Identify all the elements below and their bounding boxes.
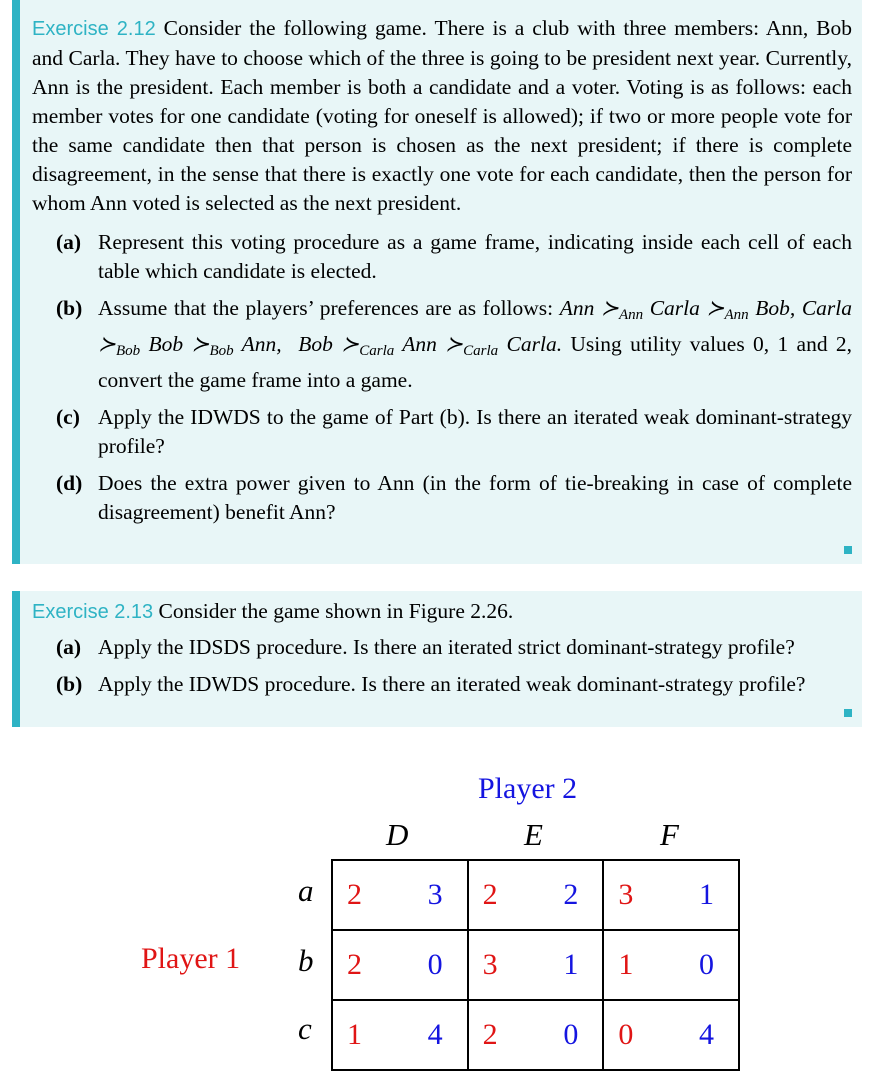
- payoff-cell-c-d: [332, 1000, 468, 1070]
- exercise-2-13-parts: [32, 633, 852, 699]
- part-text: Apply the IDWDS procedure. Is there an iterated weak dominant-strategy profile?: [98, 672, 806, 696]
- player-2-payoff: 2: [563, 878, 579, 911]
- player-1-payoff: 1: [618, 948, 634, 981]
- part-label: (c): [56, 405, 80, 429]
- part-label: (b): [56, 672, 83, 696]
- exercise-2-12-box: [12, 0, 862, 564]
- preference-carla: Bob $≻_{Carla}$ Ann $≻_{Carla}$ Carla.: [298, 332, 563, 359]
- column-head-d: D: [386, 817, 409, 852]
- player-1-payoff: 2: [347, 878, 362, 911]
- exercise-2-12-intro: [32, 14, 852, 218]
- preference-bob: Carla $≻_{Bob}$ Bob $≻_{Bob}$ Ann,: [98, 296, 853, 359]
- payoff-cell-a-e: [468, 860, 604, 930]
- payoff-cell-b-e: [468, 930, 604, 1000]
- part-label: (a): [56, 230, 82, 254]
- exercise-2-12-parts: [32, 228, 852, 527]
- part-text: Apply the IDSDS procedure. Is there an iterated strict dominant-strategy profile?: [98, 635, 795, 659]
- player-1-payoff: 2: [347, 948, 362, 981]
- exercise-2-13-part-b: [32, 670, 852, 699]
- player-1-payoff: 0: [618, 1018, 634, 1051]
- row-head-b: b: [298, 943, 314, 978]
- exercise-2-12-title: Exercise 2.12: [32, 18, 156, 40]
- player-2-payoff: 1: [563, 948, 579, 981]
- part-text-pre: Assume that the players’ preferences are as follows:: [98, 296, 554, 320]
- player-2-payoff: 1: [699, 878, 714, 911]
- player-1-payoff: 3: [618, 878, 634, 911]
- player-1-payoff: 1: [347, 1018, 362, 1051]
- column-head-e: E: [524, 817, 543, 852]
- payoff-cell-a-d: [332, 860, 468, 930]
- player-2-payoff: 0: [699, 948, 714, 981]
- preference-ann: Ann $≻_{Ann}$ Carla $≻_{Ann}$ Bob,: [559, 296, 796, 323]
- player-2-payoff: 0: [427, 948, 443, 981]
- part-label: (b): [56, 296, 83, 320]
- player-2-payoff: 4: [427, 1018, 443, 1051]
- part-text: Represent this voting procedure as a game frame, indicating inside each cell of each table which candidate is elected.: [98, 230, 852, 283]
- player-2-payoff: 4: [699, 1018, 714, 1051]
- player-1-payoff: 3: [482, 948, 498, 981]
- player-2-payoff: 0: [563, 1018, 579, 1051]
- exercise-2-12-part-a: [32, 228, 852, 286]
- part-label: (a): [56, 635, 82, 659]
- exercise-2-12-part-d: [32, 469, 852, 527]
- part-text: Apply the IDWDS to the game of Part (b). Is there an iterated weak dominant-strategy profile?: [98, 405, 852, 458]
- payoff-cell-a-f: [603, 860, 739, 930]
- payoff-cell-b-f: [603, 930, 739, 1000]
- column-head-f: F: [660, 817, 679, 852]
- payoff-row-a: [332, 860, 739, 930]
- player-2-label: Player 2: [478, 772, 578, 805]
- payoff-row-b: [332, 930, 739, 1000]
- payoff-row-c: [332, 1000, 739, 1070]
- player-1-label: Player 1: [141, 942, 241, 975]
- payoff-cell-c-f: [603, 1000, 739, 1070]
- exercise-2-13-text: Consider the game shown in Figure 2.26.: [158, 599, 514, 623]
- player-1-payoff: 2: [482, 878, 498, 911]
- end-of-exercise-square-icon: [844, 709, 852, 717]
- end-of-exercise-square-icon: [844, 546, 852, 554]
- row-head-c: c: [298, 1011, 312, 1046]
- player-1-payoff: 2: [482, 1018, 498, 1051]
- exercise-2-12-part-b: [32, 294, 852, 395]
- part-label: (d): [56, 471, 83, 495]
- row-head-a: a: [298, 873, 314, 908]
- exercise-2-13-box: [12, 591, 862, 727]
- payoff-matrix: [331, 859, 740, 1071]
- exercise-2-13-part-a: [32, 633, 852, 662]
- exercise-2-13-title: Exercise 2.13: [32, 601, 154, 623]
- exercise-2-12-part-c: [32, 403, 852, 461]
- player-2-payoff: 3: [427, 878, 443, 911]
- part-text: Does the extra power given to Ann (in the form of tie-breaking in case of complete disagreement) benefit Ann?: [98, 471, 852, 524]
- exercise-2-13-intro: [32, 597, 852, 627]
- part-text-post: Using utility values 0, 1 and 2, convert the game frame into a game.: [98, 332, 853, 392]
- payoff-cell-b-d: [332, 930, 468, 1000]
- exercise-2-12-text: Consider the following game. There is a club with three members: Ann, Bob and Carla. They have to choose which of the three is going to be president next year. Currently, Ann is the president. Each member is both a candidate and a voter. Voting is as follows: each member votes for one candidate (voting for oneself is allowed); if two or more people vote for the same candidate then that person is chosen as the next president; if there is complete disagreement, in the sense that there is exactly one vote for each candidate, then the person for whom Ann voted is selected as the next president.: [32, 16, 853, 215]
- payoff-cell-c-e: [468, 1000, 604, 1070]
